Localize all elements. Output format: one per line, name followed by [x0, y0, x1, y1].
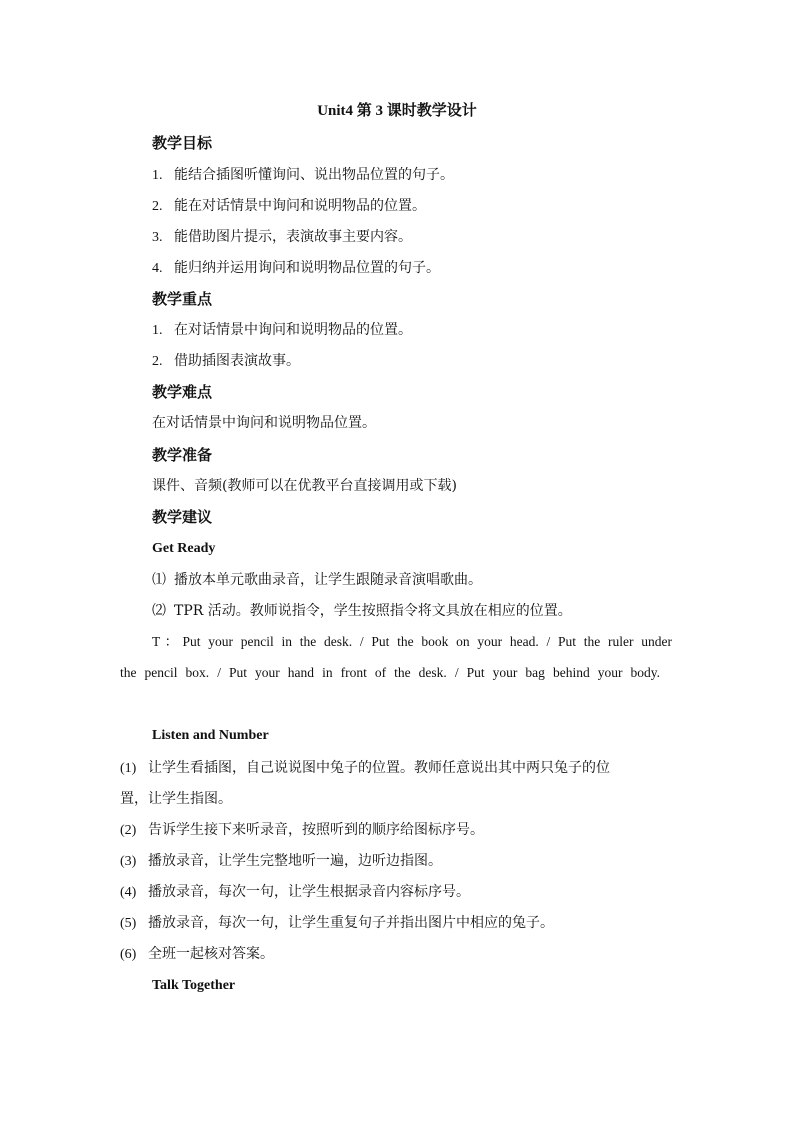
listen-item: (5) 播放录音，每次一句，让学生重复句子并指出图片中相应的兔子。	[120, 915, 554, 931]
suggestions-heading: 教学建议	[152, 508, 213, 526]
page-title: Unit4 第 3 课时教学设计	[317, 103, 477, 119]
listen-number-heading: Listen and Number	[152, 728, 269, 743]
listen-item: (2) 告诉学生接下来听录音，按照听到的顺序给图标序号。	[120, 822, 484, 838]
objective-item: 3. 能借助图片提示，表演故事主要内容。	[152, 229, 412, 245]
key-point-item: 1. 在对话情景中询问和说明物品的位置。	[152, 322, 412, 338]
key-points-heading: 教学重点	[152, 290, 213, 308]
difficulties-heading: 教学难点	[152, 383, 213, 401]
difficulties-text: 在对话情景中询问和说明物品位置。	[152, 415, 376, 431]
listen-item: (1) 让学生看插图，自己说说图中兔子的位置。教师任意说出其中两只兔子的位	[120, 760, 610, 776]
objective-item: 4. 能归纳并运用询问和说明物品位置的句子。	[152, 260, 440, 276]
objective-item: 2. 能在对话情景中询问和说明物品的位置。	[152, 198, 426, 214]
teacher-instruction-line: the pencil box. / Put your hand in front of the desk. / Put your bag behind your body.	[120, 665, 660, 680]
teacher-instruction-line: T：Put your pencil in the desk. / Put the book on your head. / Put the ruler under	[152, 634, 672, 649]
get-ready-heading: Get Ready	[152, 541, 216, 556]
get-ready-item: ⑴ 播放本单元歌曲录音，让学生跟随录音演唱歌曲。	[152, 572, 482, 588]
listen-item-continuation: 置，让学生指图。	[120, 791, 232, 807]
preparation-heading: 教学准备	[152, 446, 213, 464]
listen-item: (6) 全班一起核对答案。	[120, 946, 274, 962]
listen-item: (4) 播放录音，每次一句，让学生根据录音内容标序号。	[120, 884, 470, 900]
objective-item: 1. 能结合插图听懂询问、说出物品位置的句子。	[152, 167, 454, 183]
key-point-item: 2. 借助插图表演故事。	[152, 353, 300, 369]
preparation-text: 课件、音频(教师可以在优教平台直接调用或下载)	[152, 478, 457, 494]
objectives-heading: 教学目标	[152, 134, 213, 152]
listen-item: (3) 播放录音，让学生完整地听一遍，边听边指图。	[120, 853, 442, 869]
talk-together-heading: Talk Together	[152, 978, 236, 993]
get-ready-item: ⑵ TPR 活动。教师说指令，学生按照指令将文具放在相应的位置。	[152, 603, 572, 619]
